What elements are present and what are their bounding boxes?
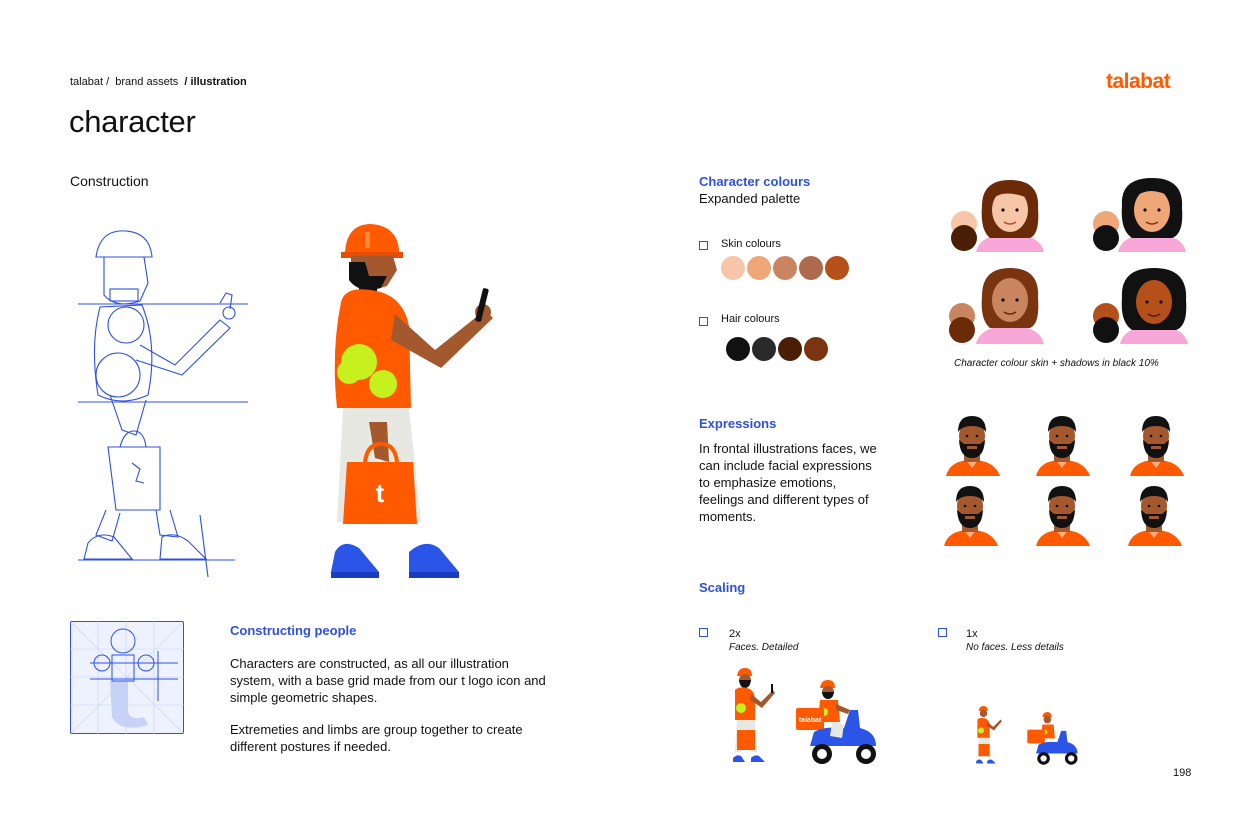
construction-grid-thumbnail: [70, 621, 184, 734]
expanded-palette-subheading: Expanded palette: [699, 191, 801, 206]
expression-faces-grid: [942, 414, 1192, 546]
scaling-2x-scooter-courier: [794, 680, 880, 766]
constructing-paragraph-1: Characters are constructed, as all our illustration system, with a base grid made from our t logo icon and simple geometric shapes.: [230, 656, 546, 705]
skin-colours-label: Skin colours: [721, 238, 781, 250]
skin-swatch: [799, 256, 823, 280]
talabat-logo: talabat: [1106, 70, 1171, 93]
woman-portrait-medium-skin: [946, 266, 1046, 346]
skin-swatch: [721, 256, 745, 280]
hair-swatch: [752, 337, 776, 361]
breadcrumb-talabat[interactable]: talabat /: [70, 76, 110, 88]
scaling-2x-walking-courier: [731, 668, 777, 766]
expressions-body: In frontal illustrations faces, we can include facial expressions to emphasize emotions, feelings and different types of moments.: [699, 441, 877, 524]
scaling-2x-description: Faces. Detailed: [729, 642, 799, 653]
constructing-people-heading: Constructing people: [230, 623, 357, 638]
scaling-1x-description: No faces. Less details: [966, 642, 1064, 653]
wireframe-character-illustration: [70, 225, 260, 580]
breadcrumb-brand-assets[interactable]: brand assets: [115, 76, 179, 88]
bag-t-letter: t: [375, 478, 385, 508]
hair-swatch: [778, 337, 802, 361]
page-title: character: [69, 104, 196, 139]
skin-swatch: [825, 256, 849, 280]
scaling-1x-scooter-courier: [1026, 712, 1080, 766]
hair-swatch: [726, 337, 750, 361]
hair-colours-checkbox[interactable]: [699, 317, 708, 326]
scaling-heading: Scaling: [699, 580, 746, 595]
woman-portrait-light-skin: [950, 178, 1046, 254]
colour-caption: Character colour skin + shadows in black 10%: [954, 358, 1159, 369]
scaling-1x-walking-courier: [973, 706, 1005, 766]
skin-colours-checkbox[interactable]: [699, 241, 708, 250]
character-colours-heading: Character colours: [699, 174, 811, 189]
expressions-heading: Expressions: [699, 416, 777, 431]
constructing-paragraph-2: Extremeties and limbs are group together to create different postures if needed.: [230, 722, 523, 754]
breadcrumb-illustration: / illustration: [184, 76, 247, 88]
woman-portrait-dark-hair: [1092, 176, 1188, 254]
page-number: 198: [1173, 767, 1192, 779]
breadcrumb: [70, 76, 247, 88]
scooter-box-brand: talabat: [798, 717, 822, 724]
skin-swatches: [721, 256, 849, 280]
hair-swatches: [726, 337, 828, 361]
scaling-1x-label: 1x: [966, 628, 978, 640]
hair-colours-label: Hair colours: [721, 313, 780, 325]
hair-swatch: [804, 337, 828, 361]
scaling-2x-checkbox[interactable]: [699, 628, 708, 637]
scaling-2x-label: 2x: [729, 628, 741, 640]
woman-portrait-dark-skin: [1092, 266, 1190, 346]
skin-swatch: [747, 256, 771, 280]
construction-label: Construction: [70, 173, 149, 189]
scaling-1x-checkbox[interactable]: [938, 628, 947, 637]
courier-character-illustration: [325, 222, 495, 584]
skin-swatch: [773, 256, 797, 280]
